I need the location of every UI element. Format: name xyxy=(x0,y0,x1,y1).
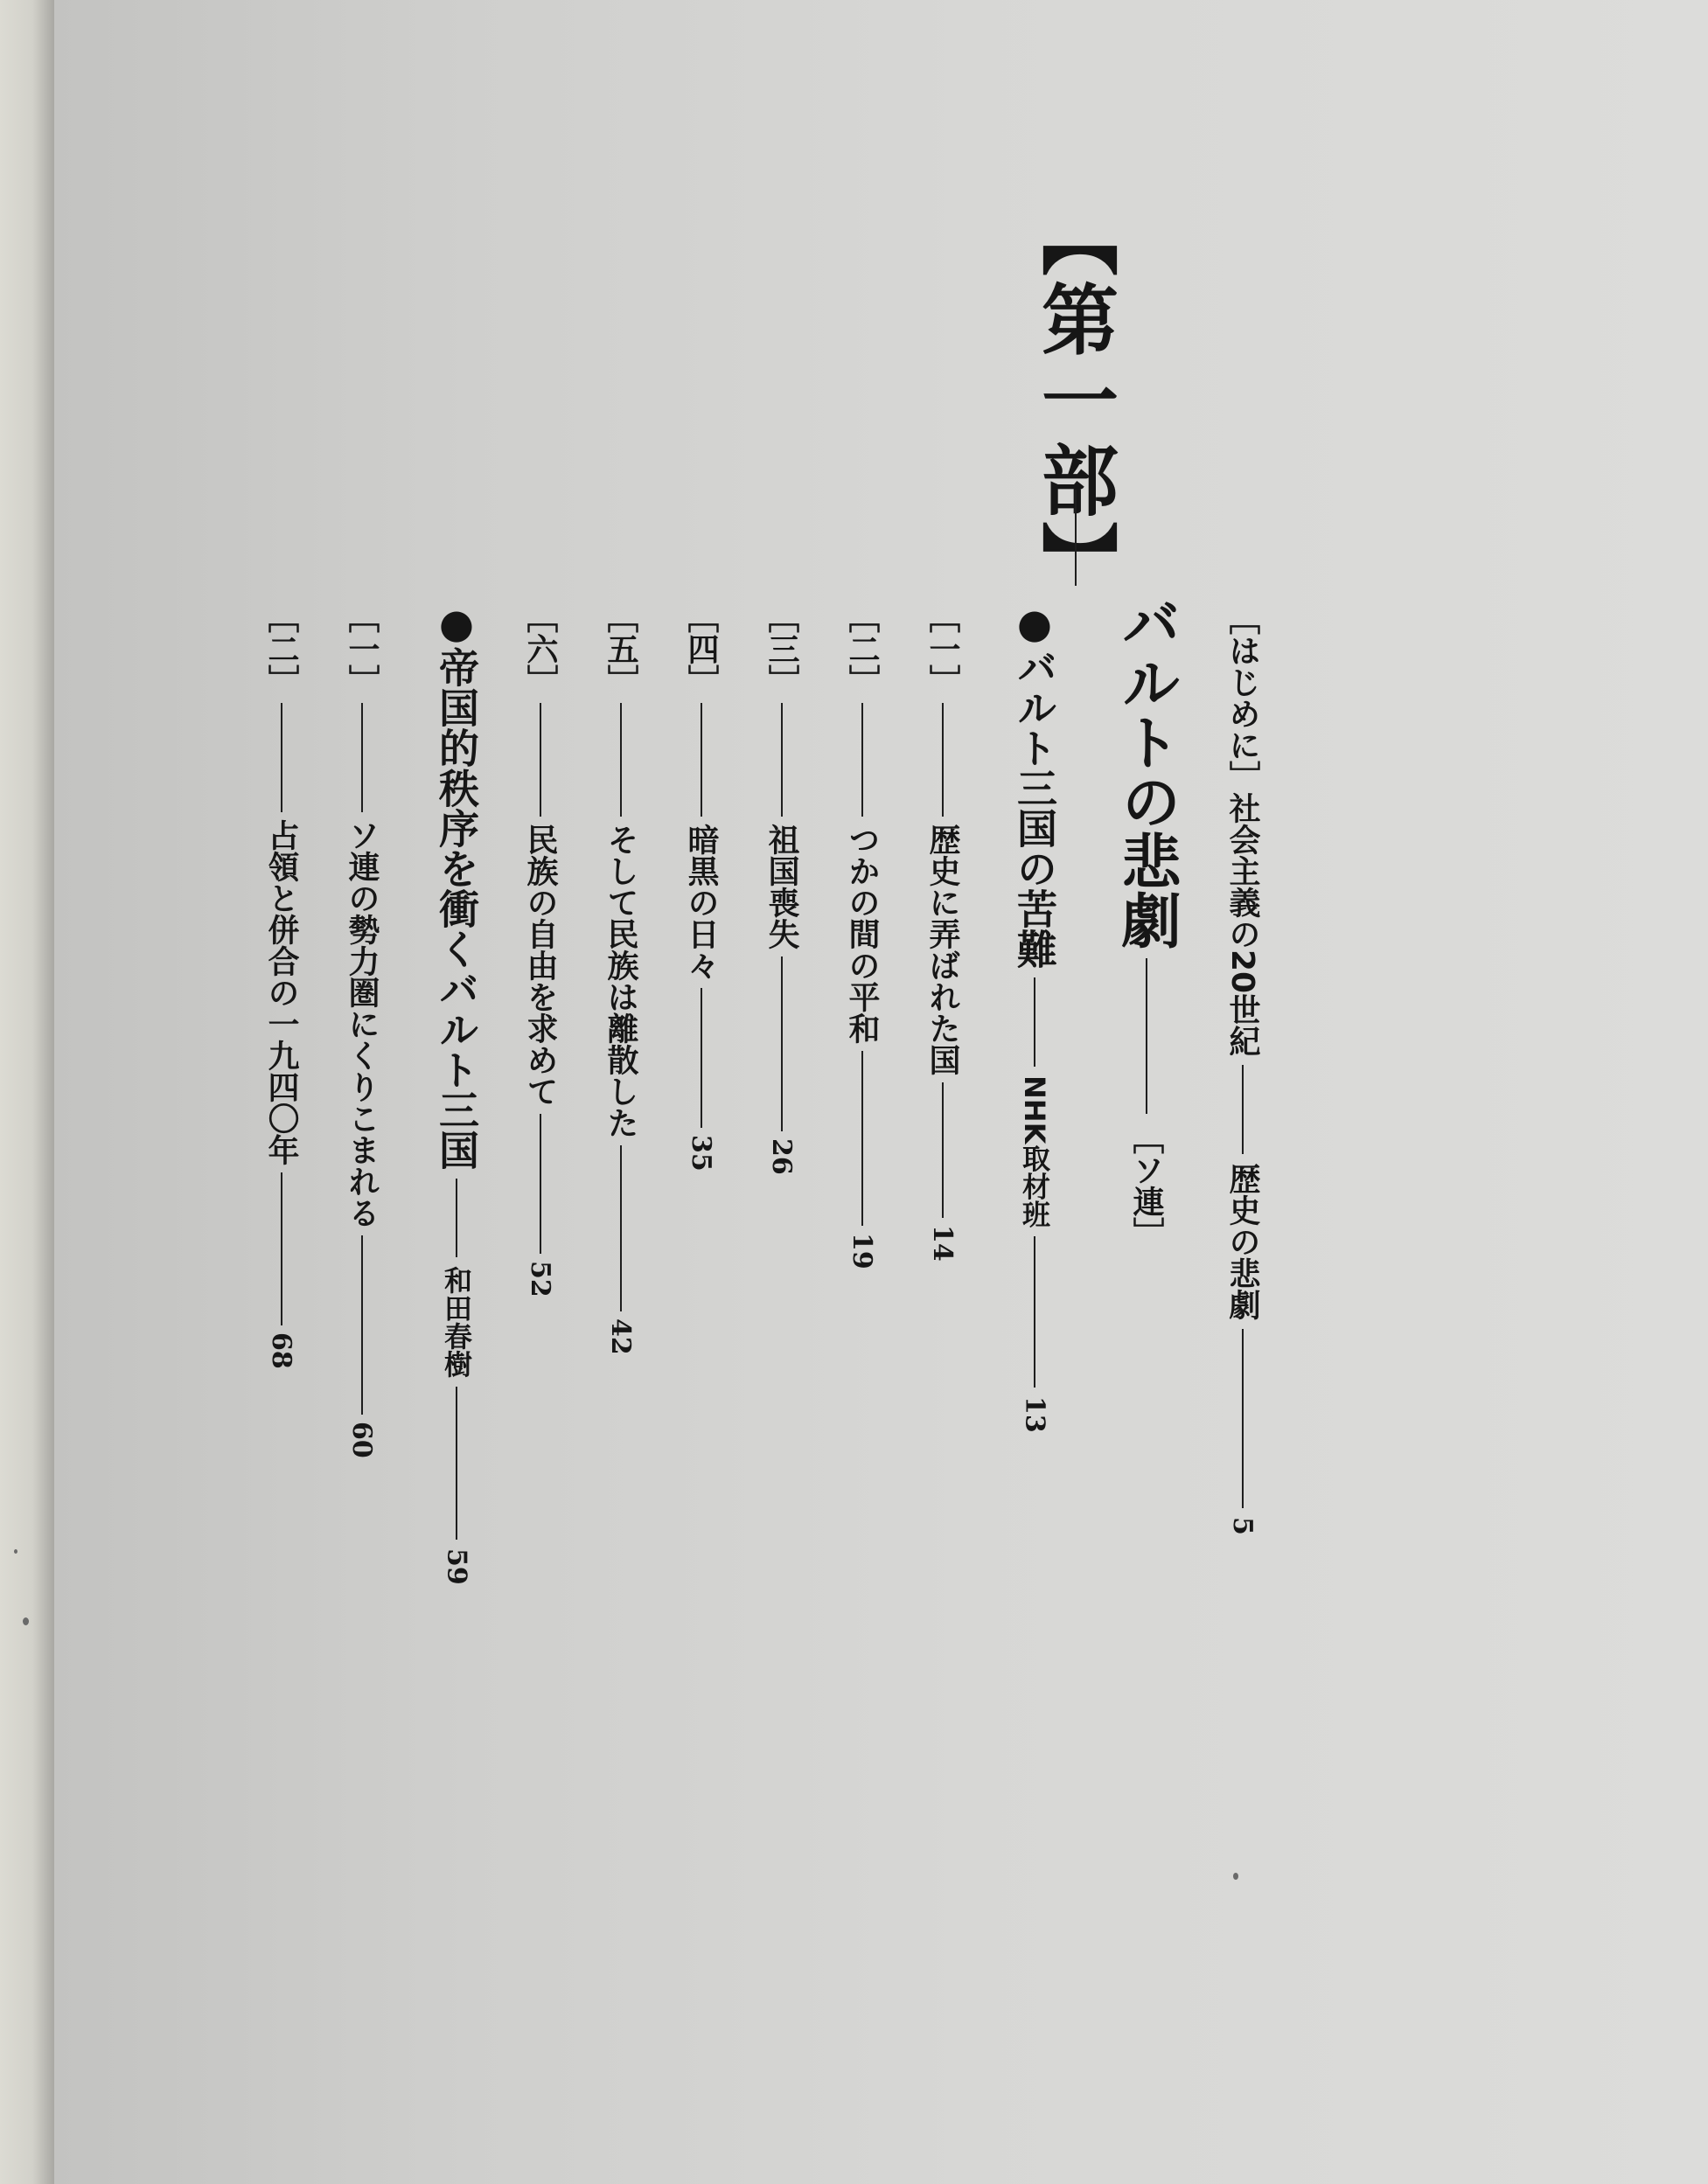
part-leader-line xyxy=(1075,490,1077,586)
section-author: 和田春樹 xyxy=(440,1266,473,1378)
part-title: バルトの悲劇 xyxy=(1112,593,1181,949)
chapter-title: 祖国喪失 xyxy=(763,824,799,949)
chapter-title: ソ連の勢力圏にくりこまれる xyxy=(344,819,380,1228)
chapter-number: ［二］ xyxy=(263,602,299,696)
section-title: ●帝国的秩序を衝くバルト三国 xyxy=(433,600,480,1170)
chapter-number: ［五］ xyxy=(603,602,638,696)
page-number: 68 xyxy=(266,1332,296,1369)
section-heading xyxy=(428,600,485,1585)
section-heading xyxy=(1006,600,1063,1433)
chapter-title: つかの間の平和 xyxy=(844,824,880,1044)
chapter-entry xyxy=(259,602,303,1369)
part-title-column xyxy=(1104,593,1189,1248)
book-gutter xyxy=(0,0,54,2184)
leader-line xyxy=(861,703,863,817)
leader-line xyxy=(281,1172,282,1325)
chapter-number: ［一］ xyxy=(344,602,380,696)
leader-line xyxy=(456,1179,457,1257)
paper-speck xyxy=(23,1617,29,1625)
page-number: 26 xyxy=(766,1138,797,1175)
page-number: 59 xyxy=(441,1548,472,1585)
chapter-entry xyxy=(759,602,804,1175)
chapter-entry xyxy=(840,602,884,1269)
page-number: 35 xyxy=(686,1135,716,1172)
page-number: 14 xyxy=(927,1225,958,1262)
paper-speck xyxy=(14,1549,17,1554)
chapter-entry xyxy=(339,602,384,1458)
chapter-title: 暗黒の日々 xyxy=(683,824,719,981)
leader-line xyxy=(1242,1329,1244,1508)
page-number: 5 xyxy=(1227,1517,1258,1535)
leader-line xyxy=(942,703,944,817)
chapter-entry xyxy=(920,602,965,1262)
section-author: NHK取材班 xyxy=(1018,1075,1051,1228)
leader-line xyxy=(281,703,282,812)
part-label: 【第一部】 xyxy=(1029,199,1119,602)
leader-line xyxy=(701,988,702,1128)
page-number: 19 xyxy=(847,1233,877,1269)
paper-speck xyxy=(1233,1873,1238,1880)
leader-line xyxy=(361,703,363,812)
leader-line xyxy=(781,956,783,1131)
chapter-entry xyxy=(518,602,562,1297)
toc-entry-intro xyxy=(1220,603,1265,1535)
chapter-number: ［一］ xyxy=(924,602,960,696)
chapter-entry xyxy=(598,602,643,1355)
chapter-title: そして民族は離散した xyxy=(603,824,638,1138)
page-number: 52 xyxy=(525,1261,555,1297)
section-title: ●バルト三国の苦難 xyxy=(1011,600,1058,969)
chapter-title: 民族の自由を求めて xyxy=(522,824,558,1107)
intro-label: ［はじめに］社会主義の20世紀 xyxy=(1224,603,1260,1057)
leader-line xyxy=(942,1082,944,1218)
leader-line xyxy=(701,703,702,817)
intro-subtitle: 歴史の悲劇 xyxy=(1224,1163,1260,1321)
chapter-number: ［二］ xyxy=(844,602,880,696)
chapter-title: 占領と併合の一九四〇年 xyxy=(263,819,299,1165)
leader-line xyxy=(1146,958,1147,1114)
page-number: 60 xyxy=(346,1422,377,1458)
page-number: 13 xyxy=(1019,1396,1050,1434)
leader-line xyxy=(540,703,541,817)
leader-line xyxy=(456,1387,457,1540)
leader-line xyxy=(861,1051,863,1226)
chapter-entry xyxy=(679,602,723,1172)
leader-line xyxy=(1034,1236,1035,1388)
leader-line xyxy=(361,1235,363,1415)
page-number: 42 xyxy=(605,1318,636,1355)
chapter-number: ［三］ xyxy=(763,602,799,696)
leader-line xyxy=(620,703,622,817)
chapter-title: 歴史に弄ばれた国 xyxy=(924,824,960,1075)
leader-line xyxy=(781,703,783,817)
leader-line xyxy=(620,1145,622,1311)
chapter-number: ［四］ xyxy=(683,602,719,696)
leader-line xyxy=(1242,1065,1244,1154)
chapter-number: ［六］ xyxy=(522,602,558,696)
leader-line xyxy=(540,1114,541,1254)
part-tag: ［ソ連］ xyxy=(1128,1123,1164,1248)
leader-line xyxy=(1034,977,1035,1067)
